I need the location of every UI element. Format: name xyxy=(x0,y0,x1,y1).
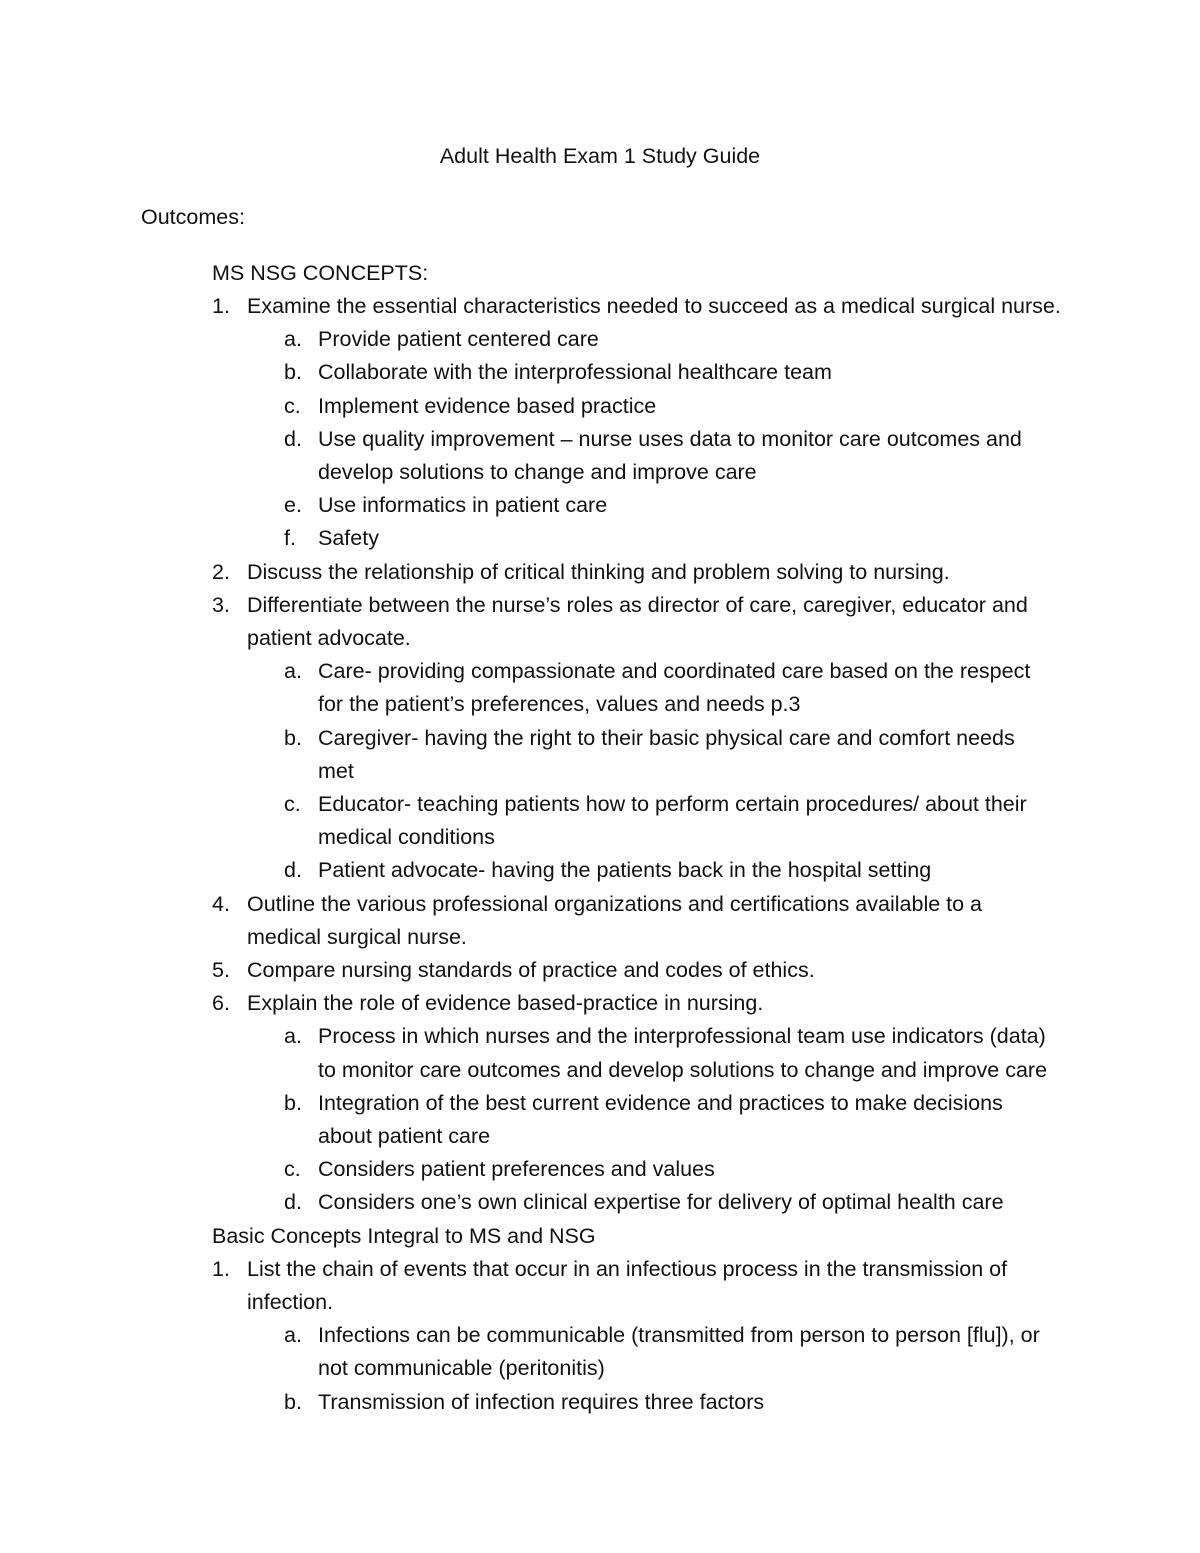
sub-item-letter: a. xyxy=(284,1024,302,1049)
sub-item-text-continued: for the patient’s preferences, values and needs p.3 xyxy=(318,692,801,717)
sub-item-text: Provide patient centered care xyxy=(318,327,599,352)
sub-item-text-continued: met xyxy=(318,758,354,783)
item-text: List the chain of events that occur in an infectious process in the transmission of xyxy=(247,1256,1008,1281)
sub-item-text: Caregiver- having the right to their basic physical care and comfort needs xyxy=(318,725,1015,750)
sub-item-text: Collaborate with the interprofessional healthcare team xyxy=(318,360,832,385)
sub-item-text-continued: about patient care xyxy=(318,1124,491,1148)
item-number: 3. xyxy=(212,592,230,617)
item-text: Discuss the relationship of critical thinking and problem solving to nursing. xyxy=(247,559,950,584)
sub-item-text: Safety xyxy=(318,526,379,551)
sub-item-text: Transmission of infection requires three factors xyxy=(318,1389,765,1414)
item-number: 1. xyxy=(212,294,230,318)
sub-item-text: Educator- teaching patients how to perform certain procedures/ about their xyxy=(318,792,1027,816)
sub-item-letter: c. xyxy=(284,1157,301,1182)
sub-item-text: Use informatics in patient care xyxy=(318,493,608,518)
sub-item-letter: e. xyxy=(284,493,302,518)
sub-item-letter: f. xyxy=(284,526,296,551)
item-text: Compare nursing standards of practice and codes of ethics. xyxy=(247,958,815,982)
page-title: Adult Health Exam 1 Study Guide xyxy=(439,144,761,168)
sub-item-letter: b. xyxy=(284,725,302,750)
item-number: 5. xyxy=(212,958,230,982)
sub-item-text: Considers patient preferences and values xyxy=(318,1157,715,1182)
item-text-continued: patient advocate. xyxy=(247,626,411,650)
sub-item-letter: d. xyxy=(284,1190,302,1215)
sub-item-letter: d. xyxy=(284,426,302,451)
sub-item-letter: a. xyxy=(284,1323,302,1348)
sub-item-letter: c. xyxy=(284,393,301,418)
sub-item-letter: c. xyxy=(284,792,301,816)
item-number: 6. xyxy=(212,991,230,1016)
item-number: 1. xyxy=(212,1256,230,1281)
sub-item-text-continued: medical conditions xyxy=(318,825,495,850)
sub-item-text: Care- providing compassionate and coordinated care based on the respect xyxy=(318,659,1031,684)
sub-item-text: Process in which nurses and the interprofessional team use indicators (data) xyxy=(318,1024,1046,1049)
sub-item-letter: b. xyxy=(284,1090,302,1115)
item-text-continued: infection. xyxy=(247,1290,334,1314)
sub-item-text: Infections can be communicable (transmitted from person to person [flu]), or xyxy=(318,1323,1040,1348)
sub-item-text: Implement evidence based practice xyxy=(318,393,657,418)
sub-item-letter: b. xyxy=(284,1389,302,1414)
sub-item-text: Use quality improvement – nurse uses data to monitor care outcomes and xyxy=(318,426,1022,451)
sub-item-text-continued: not communicable (peritonitis) xyxy=(318,1356,605,1381)
item-text: Differentiate between the nurse’s roles as director of care, caregiver, educator and xyxy=(247,592,1028,617)
sub-item-text-continued: develop solutions to change and improve care xyxy=(318,460,757,484)
sub-item-text: Considers one’s own clinical expertise for delivery of optimal health care xyxy=(318,1190,1004,1215)
section-heading-ms-nsg-concepts: MS NSG CONCEPTS: xyxy=(212,261,429,285)
sub-item-text-continued: to monitor care outcomes and develop solutions to change and improve care xyxy=(318,1057,1048,1082)
item-number: 2. xyxy=(212,559,230,584)
item-text-continued: medical surgical nurse. xyxy=(247,924,467,949)
sub-item-text: Patient advocate- having the patients back in the hospital setting xyxy=(318,858,932,883)
item-text: Explain the role of evidence based-practice in nursing. xyxy=(247,991,764,1016)
item-text: Outline the various professional organizations and certifications available to a xyxy=(247,891,983,916)
sub-item-letter: b. xyxy=(284,360,302,385)
sub-item-letter: a. xyxy=(284,327,302,352)
sub-item-letter: a. xyxy=(284,659,302,684)
outcomes-label: Outcomes: xyxy=(141,205,245,229)
section-heading-basic-concepts: Basic Concepts Integral to MS and NSG xyxy=(212,1223,596,1248)
item-number: 4. xyxy=(212,891,230,916)
item-text: Examine the essential characteristics needed to succeed as a medical surgical nurse. xyxy=(247,294,1061,318)
sub-item-letter: d. xyxy=(284,858,302,883)
sub-item-text: Integration of the best current evidence and practices to make decisions xyxy=(318,1090,1003,1115)
